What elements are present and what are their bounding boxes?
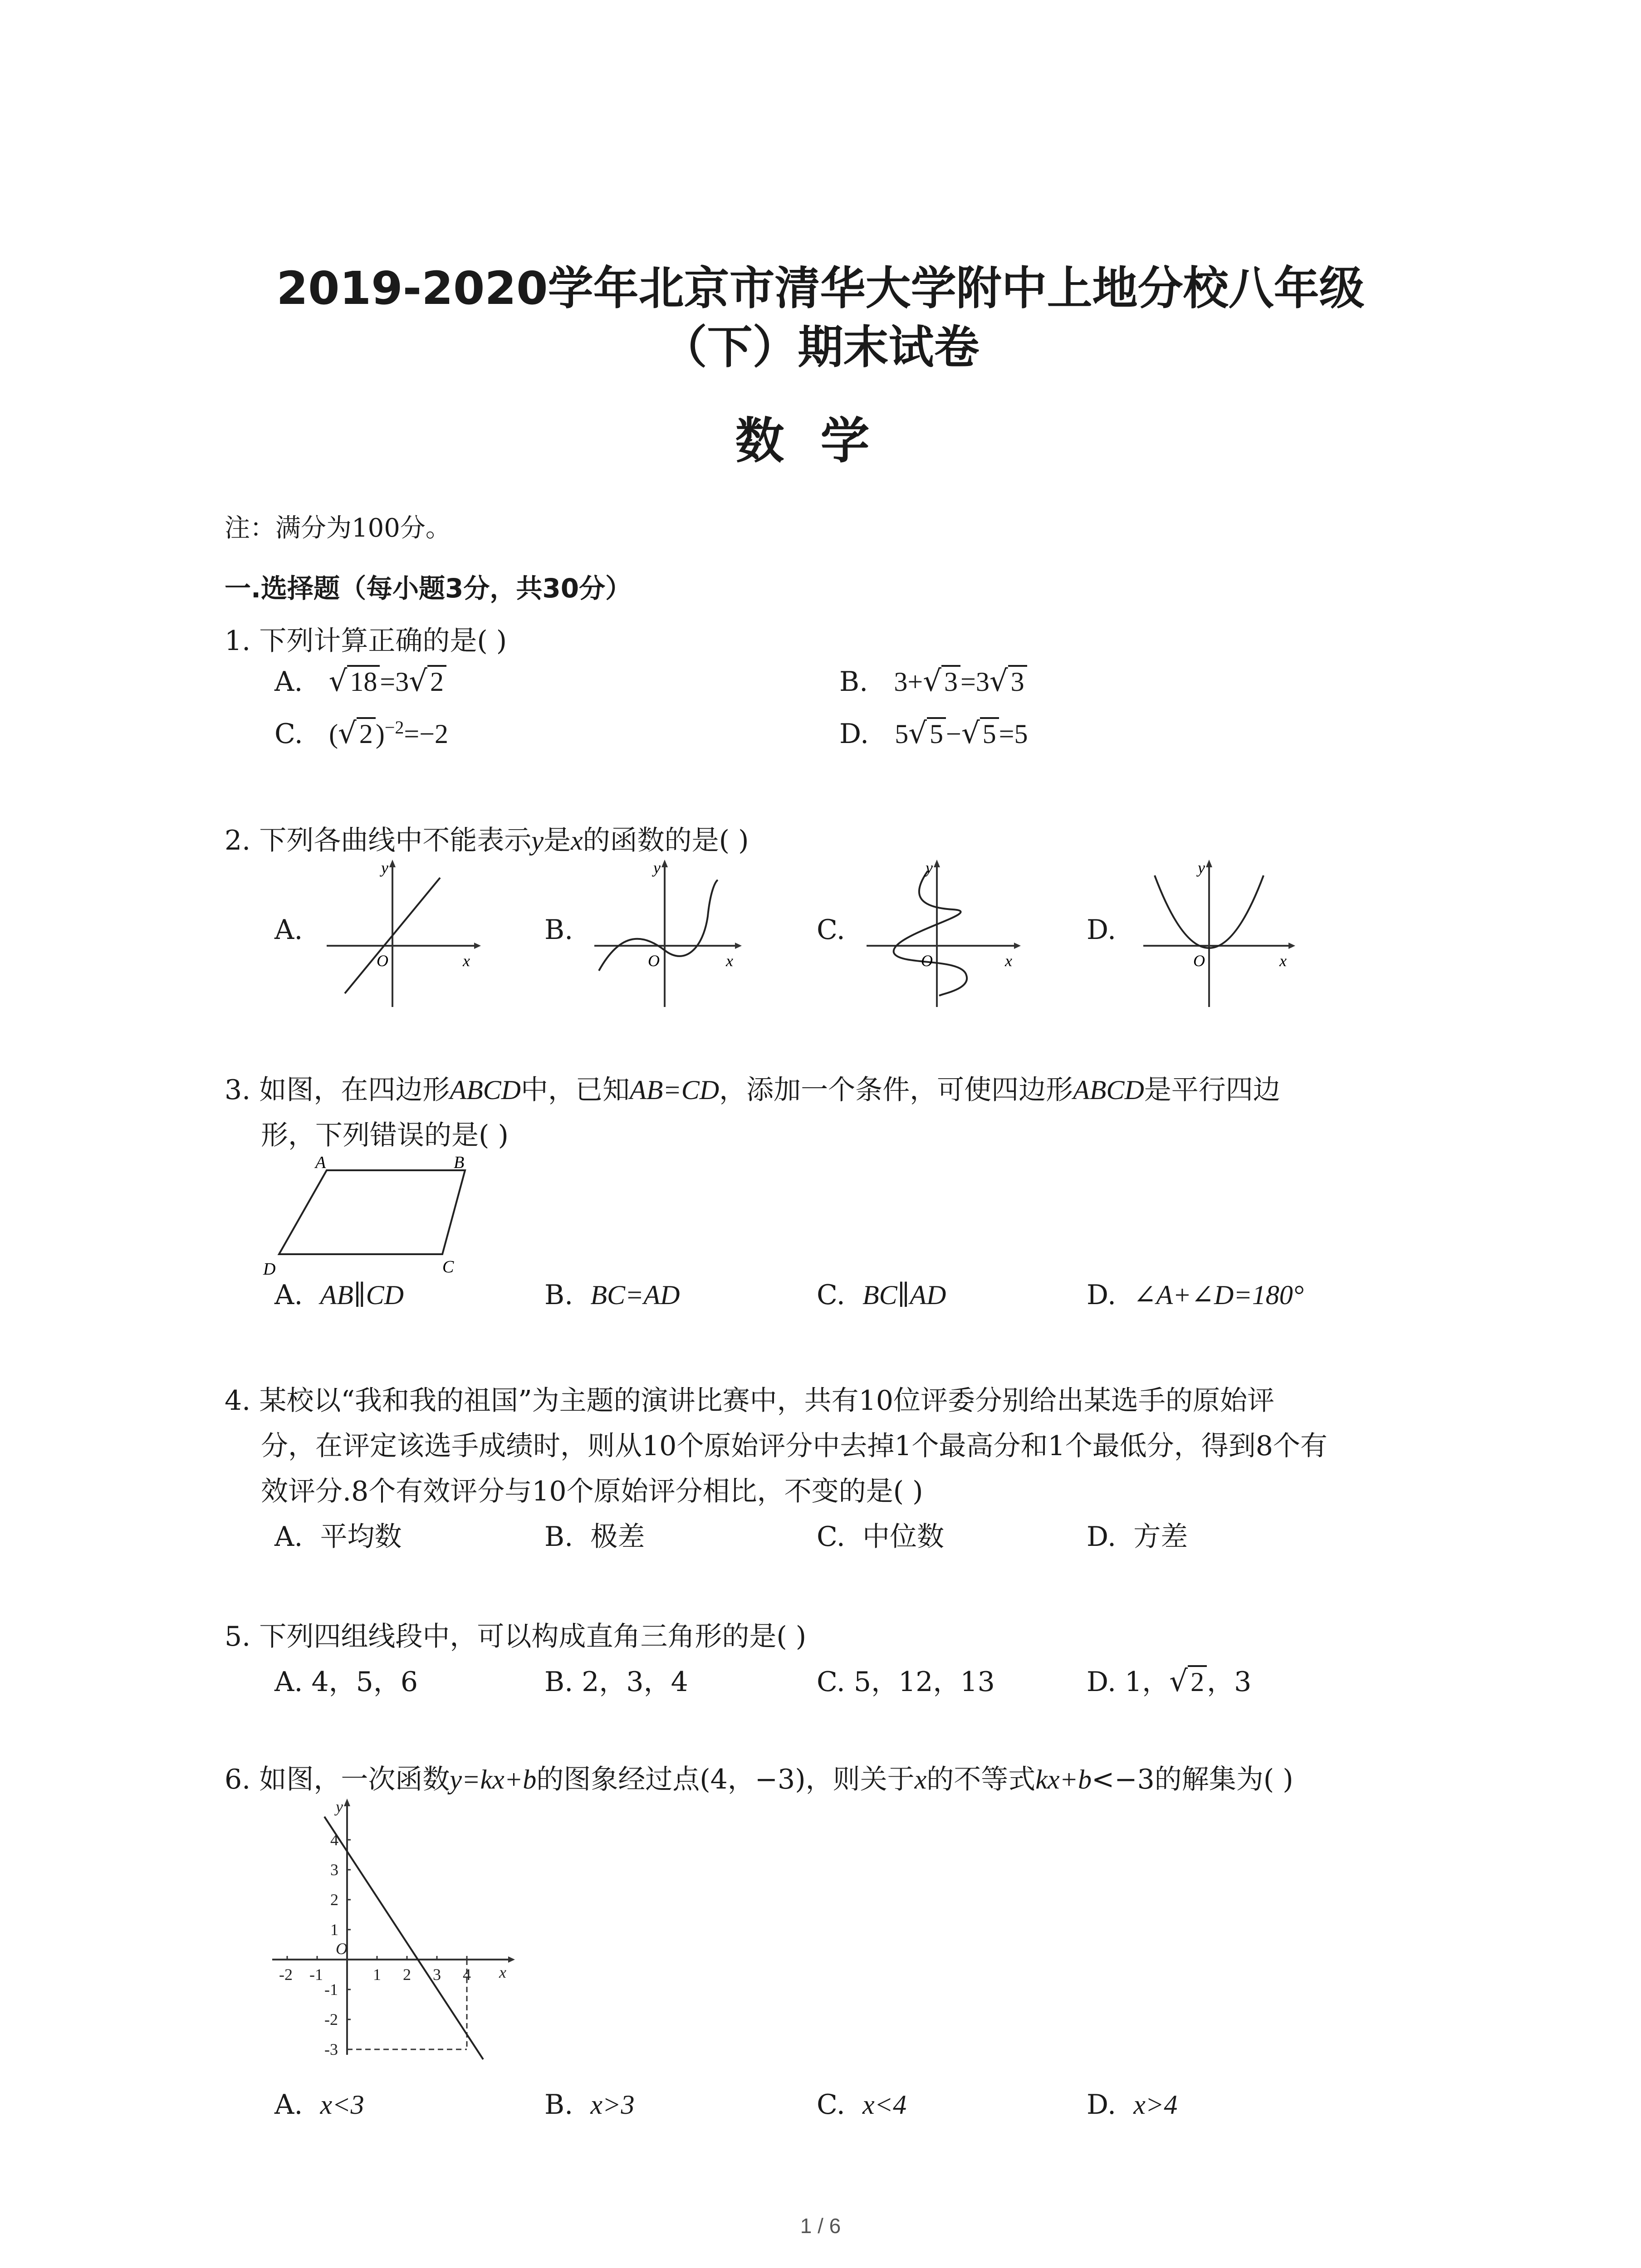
question-3-stem-line2: 形，下列错误的是( ) bbox=[261, 1119, 509, 1151]
y-tick-2: 2 bbox=[330, 1891, 338, 1909]
x-tick-2: 2 bbox=[403, 1965, 411, 1984]
graph-d-x-label: x bbox=[1279, 952, 1287, 970]
question-4-stem-line3: 效评分.8个有效评分与10个原始评分相比，不变的是( ) bbox=[261, 1476, 923, 1507]
x-tick-minus-1: -1 bbox=[309, 1965, 323, 1984]
y-tick-minus-3: -3 bbox=[324, 2040, 338, 2058]
x-tick-3: 3 bbox=[433, 1965, 441, 1984]
question-5-option-d: D. 1，√ 2 ，3 bbox=[1087, 1665, 1252, 1698]
question-2-label-d: D. bbox=[1087, 914, 1117, 946]
question-1-stem: 1. 下列计算正确的是( ) bbox=[225, 625, 507, 657]
vertex-b-label: B bbox=[454, 1153, 465, 1172]
y-tick-minus-1: -1 bbox=[324, 1980, 338, 1999]
question-5-option-c: C. 5，12，13 bbox=[817, 1666, 995, 1698]
x-tick-1: 1 bbox=[373, 1965, 381, 1984]
question-4-option-b: B. 极差 bbox=[544, 1521, 645, 1553]
question-4-option-c: C. 中位数 bbox=[817, 1521, 944, 1553]
graph-d-origin: O bbox=[1193, 952, 1205, 970]
graph-c-origin: O bbox=[921, 952, 933, 970]
graph-y-label: y bbox=[336, 1798, 343, 1816]
question-6-option-d: D. x>4 bbox=[1087, 2089, 1178, 2121]
y-tick-1: 1 bbox=[330, 1921, 338, 1939]
x-tick-4: 4 bbox=[463, 1965, 471, 1984]
graph-origin: O bbox=[336, 1940, 348, 1958]
question-1-option-a: A. √ 18 =3√ 2 bbox=[274, 665, 446, 698]
page-number: 1 / 6 bbox=[800, 2214, 841, 2238]
graph-x-label: x bbox=[499, 1963, 506, 1981]
graph-a-origin: O bbox=[377, 952, 388, 970]
question-1-option-b: B. 3+√ 3 =3√ 3 bbox=[839, 665, 1027, 698]
y-tick-3: 3 bbox=[330, 1861, 338, 1879]
question-5-option-b: B. 2，3，4 bbox=[544, 1666, 688, 1698]
question-2-graph-b bbox=[590, 857, 744, 1007]
question-3-stem-line1: 3. 如图，在四边形ABCD中，已知AB=CD，添加一个条件，可使四边形ABCD是平行四边 bbox=[225, 1074, 1280, 1106]
graph-a-x-label: x bbox=[463, 952, 470, 970]
question-2-stem: 2. 下列各曲线中不能表示y是x的函数的是( ) bbox=[225, 825, 749, 856]
question-4-stem-line1: 4. 某校以“我和我的祖国”为主题的演讲比赛中，共有10位评委分别给出某选手的原始评 bbox=[225, 1385, 1275, 1417]
question-3-option-a: A. AB∥CD bbox=[274, 1279, 404, 1311]
question-3-option-d: D. ∠A+∠D=180° bbox=[1087, 1279, 1304, 1311]
question-3-option-c: C. BC∥AD bbox=[817, 1279, 946, 1311]
graph-b-y-label: y bbox=[653, 859, 661, 877]
y-tick-4: 4 bbox=[330, 1831, 338, 1849]
exam-title-line2: （下）期末试卷 bbox=[661, 321, 980, 374]
question-4-option-d: D. 方差 bbox=[1087, 1521, 1188, 1553]
graph-b-x-label: x bbox=[726, 952, 733, 970]
question-6-option-b: B. x>3 bbox=[544, 2089, 635, 2121]
question-4-option-a: A. 平均数 bbox=[274, 1521, 402, 1553]
x-tick-minus-2: -2 bbox=[279, 1965, 293, 1984]
score-note: 注：满分为100分。 bbox=[225, 513, 451, 543]
vertex-a-label: A bbox=[315, 1153, 326, 1172]
graph-d-y-label: y bbox=[1198, 859, 1205, 877]
question-6-option-c: C. x<4 bbox=[817, 2089, 907, 2121]
question-6-linear-graph bbox=[272, 1796, 526, 2064]
question-2-label-c: C. bbox=[817, 914, 845, 946]
question-6-stem: 6. 如图，一次函数y=kx+b的图象经过点(4，−3)，则关于x的不等式kx+b<−3的解集为( ) bbox=[225, 1764, 1293, 1795]
vertex-d-label: D bbox=[263, 1260, 276, 1279]
question-6-option-a: A. x<3 bbox=[274, 2089, 364, 2121]
exam-title-line1: 2019-2020学年北京市清华大学附中上地分校八年级 bbox=[276, 262, 1365, 315]
question-1-option-d: D. 5√ 5 −√ 5 =5 bbox=[839, 717, 1028, 750]
section-heading-choice: 一.选择题（每小题3分，共30分） bbox=[225, 573, 632, 604]
graph-a-y-label: y bbox=[381, 859, 388, 877]
y-tick-minus-2: -2 bbox=[324, 2010, 338, 2028]
question-3-parallelogram-figure bbox=[261, 1152, 479, 1279]
question-5-stem: 5. 下列四组线段中，可以构成直角三角形的是( ) bbox=[225, 1621, 807, 1652]
question-1-option-c: C. (√ 2 )$^{-2}$=−2 bbox=[274, 717, 449, 750]
question-2-graph-c bbox=[862, 857, 1025, 1007]
question-2-graph-a bbox=[318, 857, 481, 1007]
subject-heading: 数学 bbox=[735, 413, 906, 469]
question-3-option-b: B. BC=AD bbox=[544, 1279, 680, 1311]
question-2-graph-d bbox=[1134, 857, 1307, 1007]
question-2-label-b: B. bbox=[544, 914, 573, 946]
question-2-label-a: A. bbox=[274, 914, 303, 946]
graph-c-y-label: y bbox=[926, 859, 933, 877]
graph-c-x-label: x bbox=[1005, 952, 1012, 970]
question-4-stem-line2: 分，在评定该选手成绩时，则从10个原始评分中去掉1个最高分和1个最低分，得到8个有 bbox=[261, 1430, 1327, 1462]
graph-b-origin: O bbox=[648, 952, 660, 970]
vertex-c-label: C bbox=[442, 1257, 454, 1276]
question-5-option-a: A. 4，5，6 bbox=[274, 1666, 418, 1698]
